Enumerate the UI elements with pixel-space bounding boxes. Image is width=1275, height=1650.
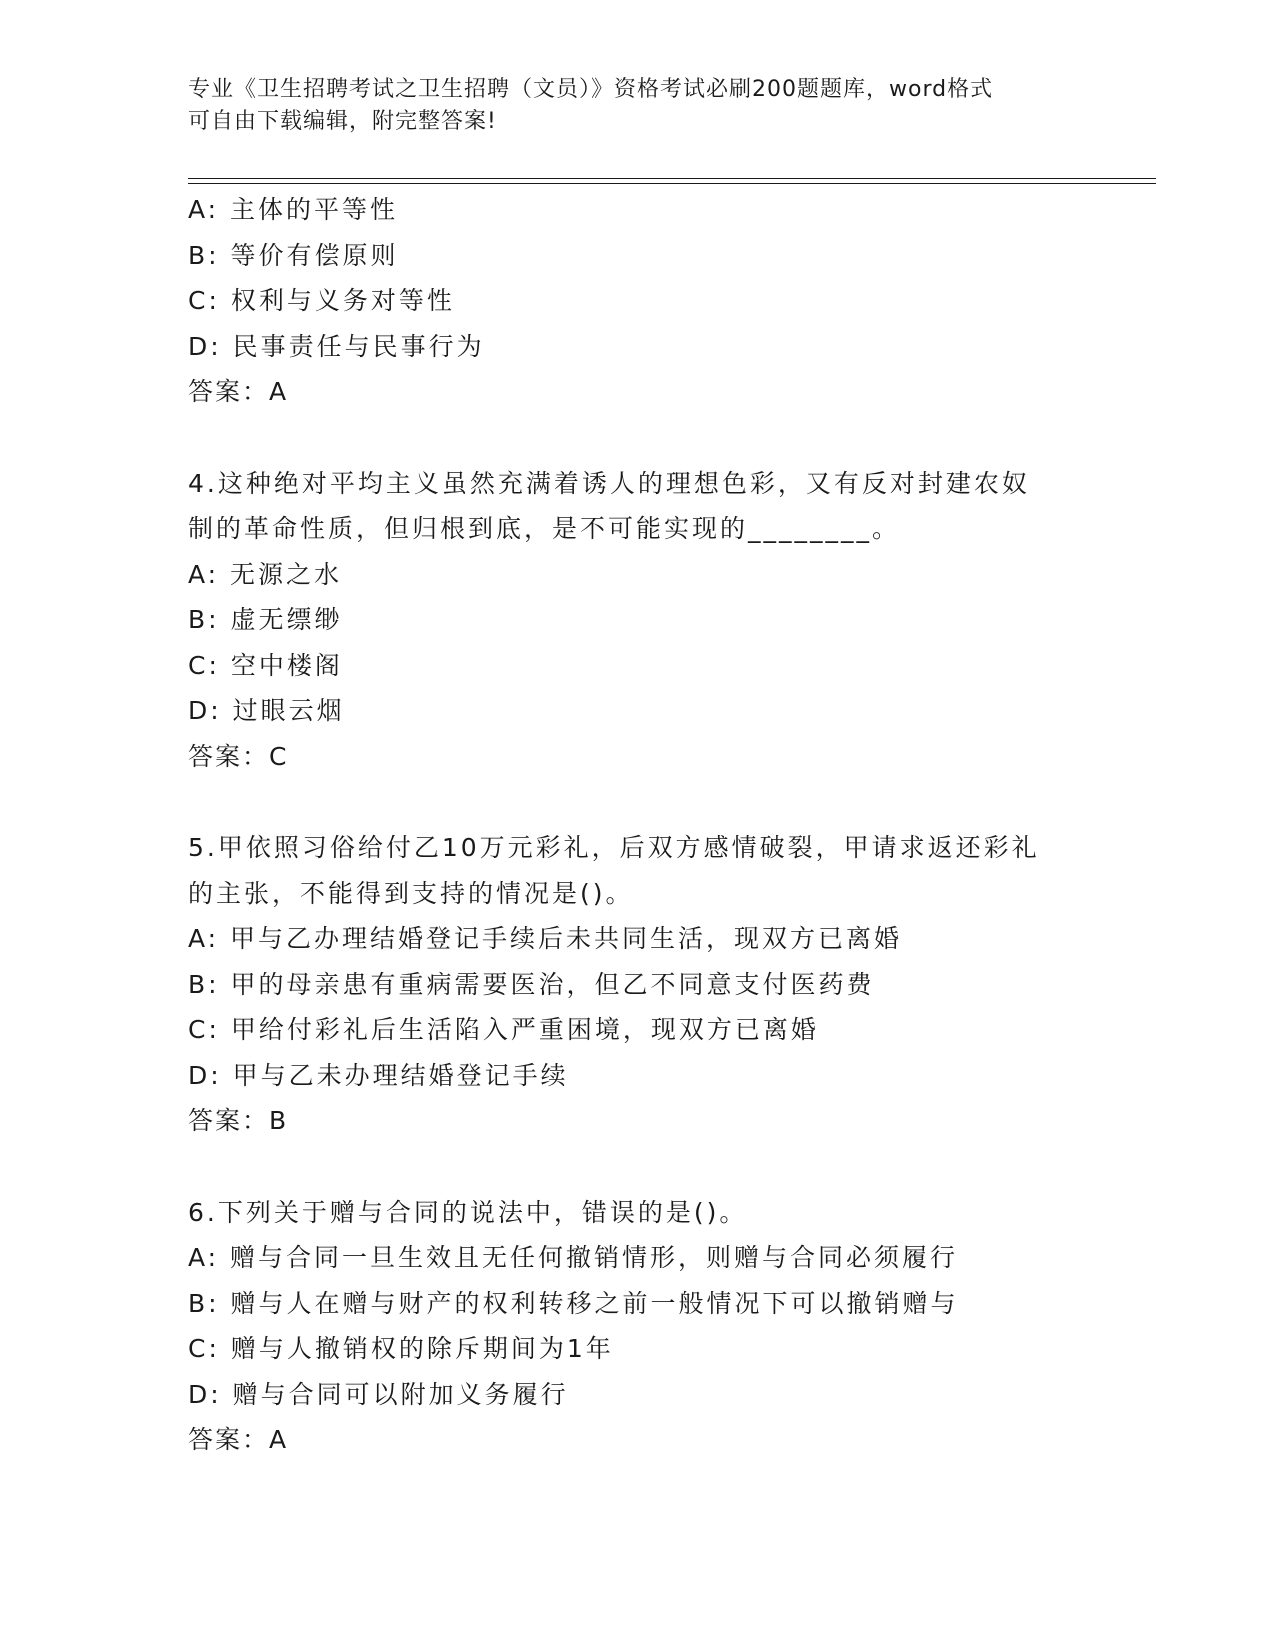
- question-spacer: [188, 779, 1168, 825]
- question-text-line-2: 制的革命性质，但归根到底，是不可能实现的________。: [188, 514, 901, 543]
- answer-line: [188, 1098, 1168, 1144]
- document-header: [188, 74, 1088, 138]
- header-divider-bottom: [188, 183, 1156, 184]
- option-d: D: 过眼云烟: [188, 696, 345, 725]
- question-text-line-1: 4.这种绝对平均主义虽然充满着诱人的理想色彩，又有反对封建农奴: [188, 468, 1030, 498]
- header-line-1: 专业《卫生招聘考试之卫生招聘（文员）》资格考试必刷200题题库，word格式: [188, 77, 994, 102]
- answer-label: 答案：: [188, 1425, 270, 1454]
- question-text-line-1: 6.下列关于赠与合同的说法中，错误的是()。: [188, 1197, 748, 1227]
- answer-value: C: [269, 741, 288, 771]
- header-line-2: 可自由下载编辑，附完整答案!: [188, 109, 497, 134]
- answer-value: A: [269, 377, 288, 406]
- answer-line: [188, 1417, 1168, 1463]
- option-c: C: 空中楼阁: [188, 650, 343, 680]
- answer-line: [188, 369, 1168, 415]
- option-a: A: 无源之水: [188, 559, 343, 589]
- answer-label: 答案：: [188, 377, 270, 406]
- answer-value: B: [269, 1106, 288, 1135]
- header-divider-top: [188, 178, 1156, 179]
- option-d: D: 民事责任与民事行为: [188, 331, 485, 361]
- question-list: [188, 187, 1168, 1463]
- question-text-line-1: 5.甲依照习俗给付乙10万元彩礼，后双方感情破裂，甲请求返还彩礼: [188, 833, 1040, 862]
- question-3: [188, 187, 1168, 415]
- option-b: B: 等价有偿原则: [188, 240, 399, 270]
- option-b: B: 甲的母亲患有重病需要医治，但乙不同意支付医药费: [188, 969, 875, 999]
- option-a: A: 甲与乙办理结婚登记手续后未共同生活，现双方已离婚: [188, 924, 903, 953]
- question-spacer: [188, 1144, 1168, 1190]
- option-b: B: 赠与人在赠与财产的权利转移之前一般情况下可以撤销赠与: [188, 1288, 959, 1318]
- question-6: [188, 1190, 1168, 1463]
- option-c: C: 甲给付彩礼后生活陷入严重困境，现双方已离婚: [188, 1015, 819, 1044]
- option-d: D: 赠与合同可以附加义务履行: [188, 1379, 569, 1409]
- answer-value: A: [269, 1425, 288, 1454]
- answer-line: [188, 734, 1168, 780]
- question-text-line-2: 的主张，不能得到支持的情况是()。: [188, 878, 634, 908]
- question-5: [188, 825, 1168, 1144]
- question-spacer: [188, 415, 1168, 461]
- option-b: B: 虚无缥缈: [188, 605, 343, 634]
- option-c: C: 赠与人撤销权的除斥期间为1年: [188, 1334, 614, 1363]
- answer-label: 答案：: [188, 741, 270, 771]
- option-d: D: 甲与乙未办理结婚登记手续: [188, 1060, 569, 1090]
- question-4: [188, 461, 1168, 780]
- answer-label: 答案：: [188, 1106, 270, 1135]
- option-c: C: 权利与义务对等性: [188, 286, 455, 315]
- option-a: A: 主体的平等性: [188, 195, 399, 224]
- option-a: A: 赠与合同一旦生效且无任何撤销情形，则赠与合同必须履行: [188, 1243, 959, 1272]
